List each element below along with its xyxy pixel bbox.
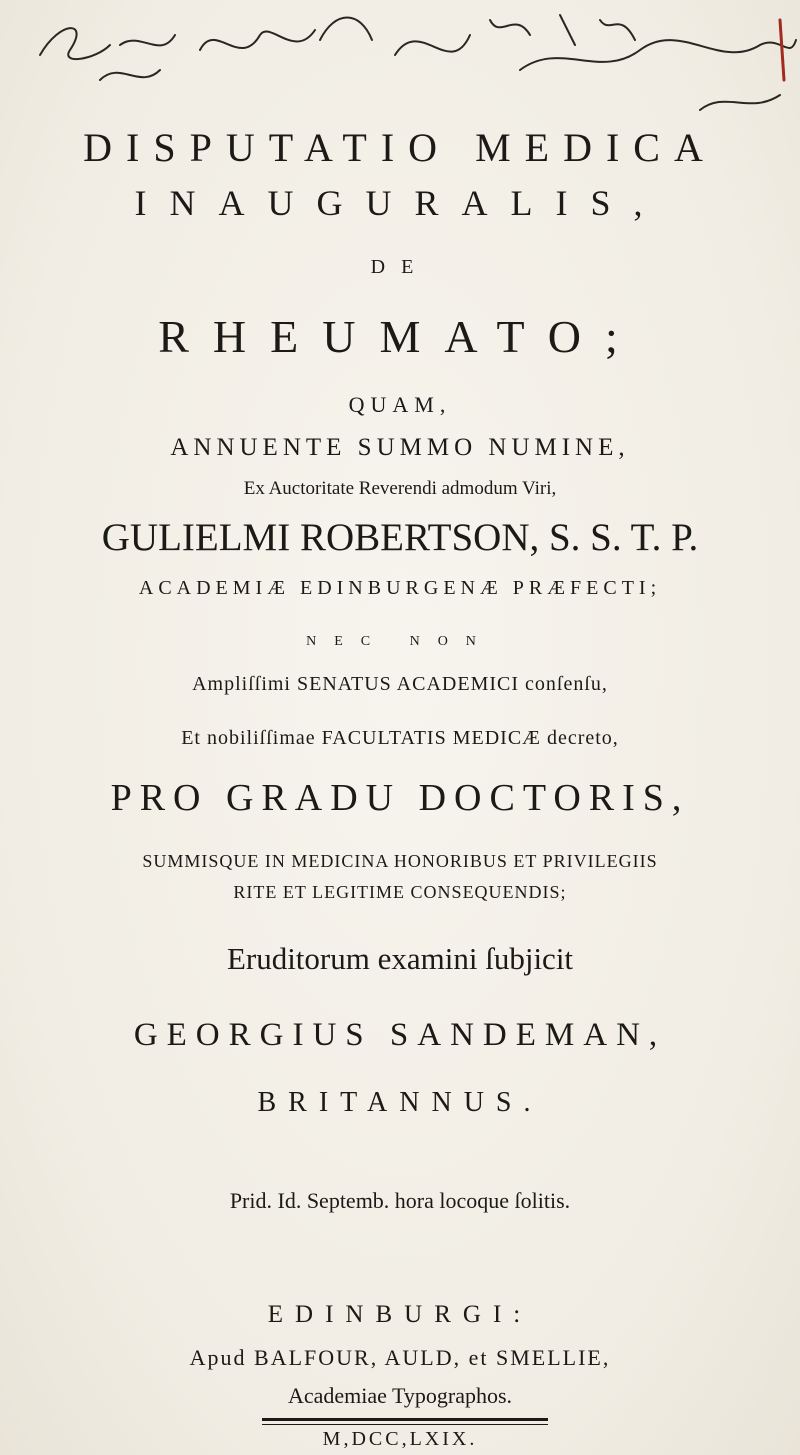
- typographos-line: Academiae Typographos.: [287, 1383, 513, 1408]
- prid-line: Prid. Id. Septemb. hora locoque ſolitis.: [229, 1188, 571, 1213]
- quam-line: QUAM,: [348, 392, 452, 417]
- pro-gradu-doctoris-line: PRO GRADU DOCTORIS,: [110, 777, 690, 819]
- ex-auctoritate-line: Ex Auctoritate Reverendi admodum Viri,: [243, 478, 557, 499]
- rule-thick: [262, 1418, 548, 1421]
- imprint-date: M,DCC,LXIX.: [322, 1428, 478, 1450]
- edinburgi-line: EDINBURGI:: [267, 1301, 533, 1328]
- printers-line: Apud BALFOUR, AULD, et SMELLIE,: [189, 1345, 611, 1370]
- annuente-line: ANNUENTE SUMMO NUMINE,: [170, 434, 630, 461]
- nec-non-line: NEC NON: [306, 634, 494, 649]
- title-disputatio-medica: DISPUTATIO MEDICA: [83, 125, 717, 170]
- rule-thin: [262, 1424, 548, 1425]
- title-rheumato: RHEUMATO;: [158, 311, 642, 362]
- senatus-line: Ampliſſimi SENATUS ACADEMICI conſenſu,: [192, 673, 608, 695]
- author-name: GEORGIUS SANDEMAN,: [133, 1017, 667, 1053]
- gulielmi-robertson-line: GULIELMI ROBERTSON, S. S. T. P.: [101, 516, 699, 559]
- summisque-line: SUMMISQUE IN MEDICINA HONORIBUS ET PRIVILEGIIS: [142, 851, 658, 871]
- facultatis-line: Et nobiliſſimae FACULTATIS MEDICÆ decreto,: [181, 727, 619, 749]
- academiae-line: ACADEMIÆ EDINBURGENÆ PRÆFECTI;: [138, 577, 662, 599]
- title-inauguralis: INAUGURALIS,: [134, 183, 666, 223]
- eruditorum-line: Eruditorum examini ſubjicit: [226, 941, 574, 976]
- britannus-line: BRITANNUS.: [257, 1087, 543, 1118]
- title-de: DE: [370, 256, 430, 278]
- rite-line: RITE ET LEGITIME CONSEQUENDIS;: [233, 882, 567, 902]
